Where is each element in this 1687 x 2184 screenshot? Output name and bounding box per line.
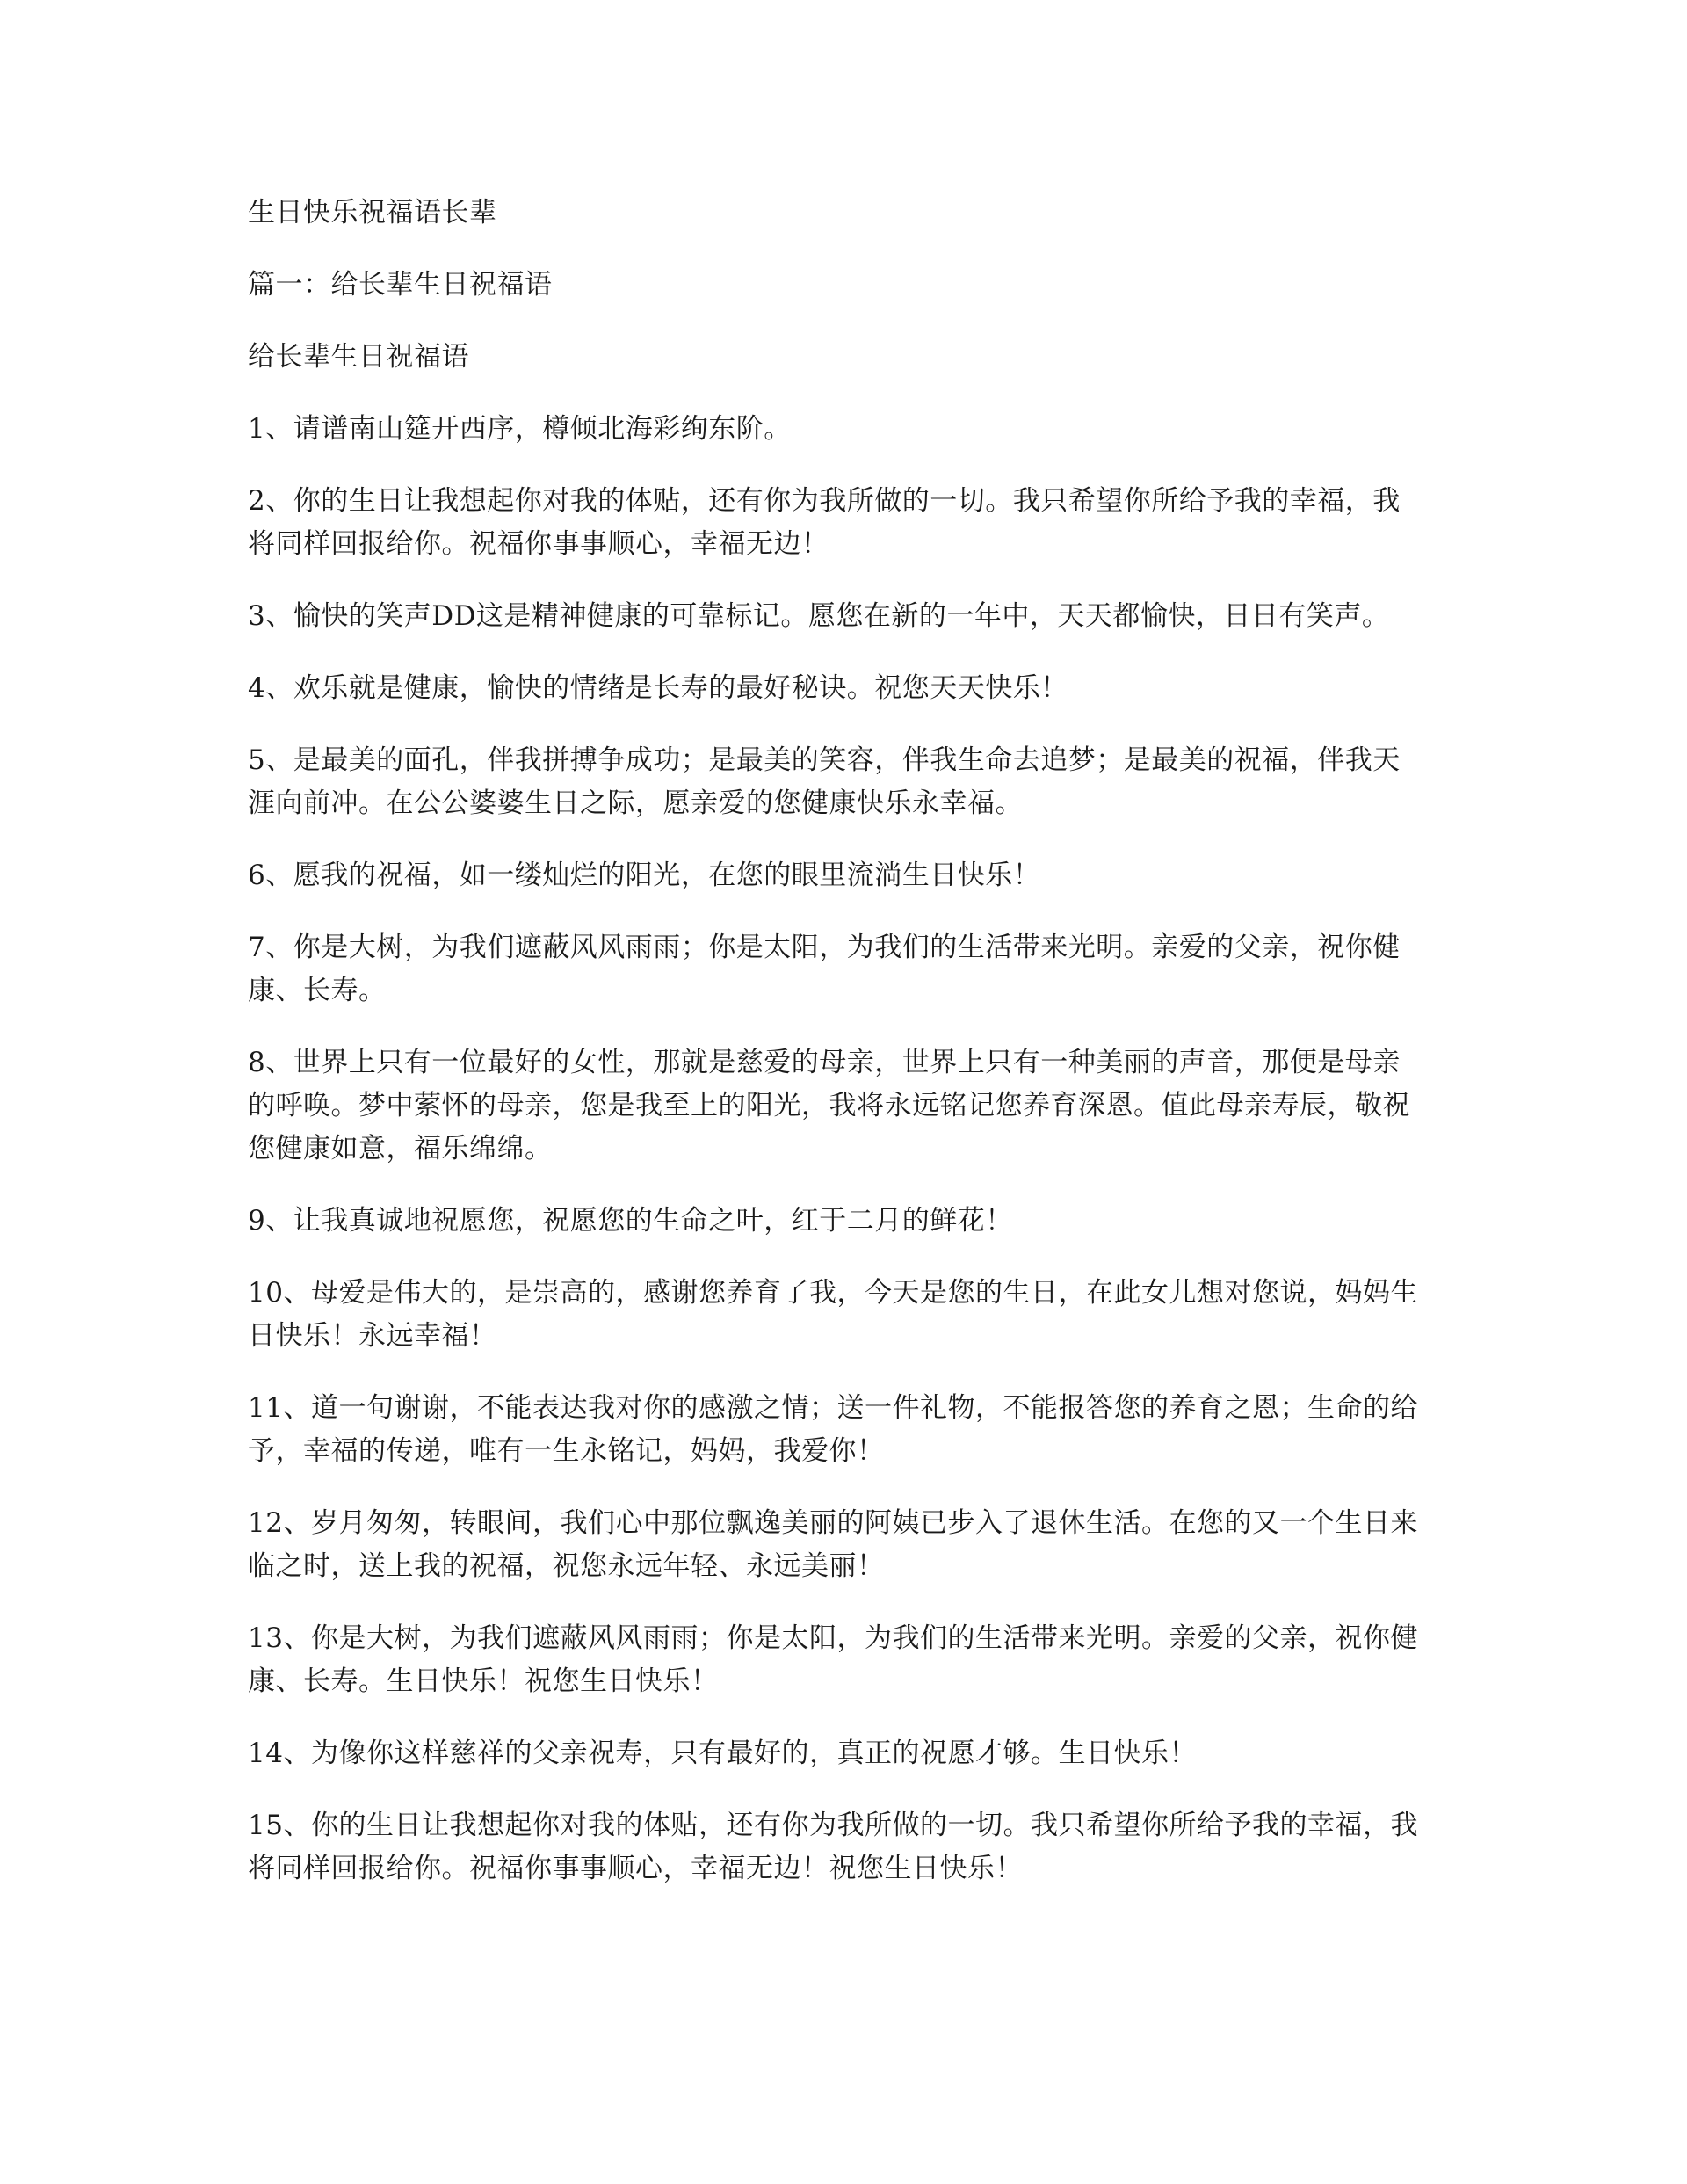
wish-item-3: 3、愉快的笑声DD这是精神健康的可靠标记。愿您在新的一年中，天天都愉快，日日有笑声。 <box>248 600 1390 632</box>
document-body <box>248 192 1425 1919</box>
wish-item-14: 14、为像你这样慈祥的父亲祝寿，只有最好的，真正的祝愿才够。生日快乐！ <box>248 1738 1197 1769</box>
wish-item-10: 10、母爱是伟大的，是崇高的，感谢您养育了我，今天是您的生日，在此女儿想对您说，妈妈生日快乐！永远幸福！ <box>248 1277 1418 1352</box>
wish-item-15: 15、你的生日让我想起你对我的体贴，还有你为我所做的一切。我只希望你所给予我的幸福，我将同样回报给你。祝福你事事顺心，幸福无边！祝您生日快乐！ <box>248 1810 1418 1884</box>
wish-item-8: 8、世界上只有一位最好的女性，那就是慈爱的母亲，世界上只有一种美丽的声音，那便是母亲的呼唤。梦中萦怀的母亲，您是我至上的阳光，我将永远铭记您养育深恩。值此母亲寿辰，敬祝您健康如意，福乐绵绵。 <box>248 1047 1410 1165</box>
wish-item-7: 7、你是大树，为我们遮蔽风风雨雨；你是太阳，为我们的生活带来光明。亲爱的父亲，祝你健康、长寿。 <box>248 932 1401 1006</box>
wish-item-9: 9、让我真诚地祝愿您，祝愿您的生命之叶，红于二月的鲜花！ <box>248 1205 1013 1237</box>
wish-item-4: 4、欢乐就是健康，愉快的情绪是长寿的最好秘诀。祝您天天快乐！ <box>248 672 1068 704</box>
subheading: 给长辈生日祝福语 <box>248 341 469 373</box>
wish-item-1: 1、请谱南山筵开西序，樽倾北海彩绚东阶。 <box>248 413 792 445</box>
document-title: 生日快乐祝福语长辈 <box>248 197 497 229</box>
wish-item-11: 11、道一句谢谢，不能表达我对你的感激之情；送一件礼物，不能报答您的养育之恩；生命的给予，幸福的传递，唯有一生永铭记，妈妈，我爱你！ <box>248 1392 1418 1467</box>
wish-item-2: 2、你的生日让我想起你对我的体贴，还有你为我所做的一切。我只希望你所给予我的幸福，我将同样回报给你。祝福你事事顺心，幸福无边！ <box>248 485 1401 560</box>
wish-item-13: 13、你是大树，为我们遮蔽风风雨雨；你是太阳，为我们的生活带来光明。亲爱的父亲，祝你健康、长寿。生日快乐！祝您生日快乐！ <box>248 1622 1418 1697</box>
wish-item-12: 12、岁月匆匆，转眼间，我们心中那位飘逸美丽的阿姨已步入了退休生活。在您的又一个生日来临之时，送上我的祝福，祝您永远年轻、永远美丽！ <box>248 1507 1418 1582</box>
wish-item-6: 6、愿我的祝福，如一缕灿烂的阳光，在您的眼里流淌生日快乐！ <box>248 860 1041 891</box>
section-heading: 篇一：给长辈生日祝福语 <box>248 269 553 301</box>
wish-item-5: 5、是最美的面孔，伴我拼搏争成功；是最美的笑容，伴我生命去追梦；是最美的祝福，伴我天涯向前冲。在公公婆婆生日之际，愿亲爱的您健康快乐永幸福。 <box>248 744 1401 819</box>
